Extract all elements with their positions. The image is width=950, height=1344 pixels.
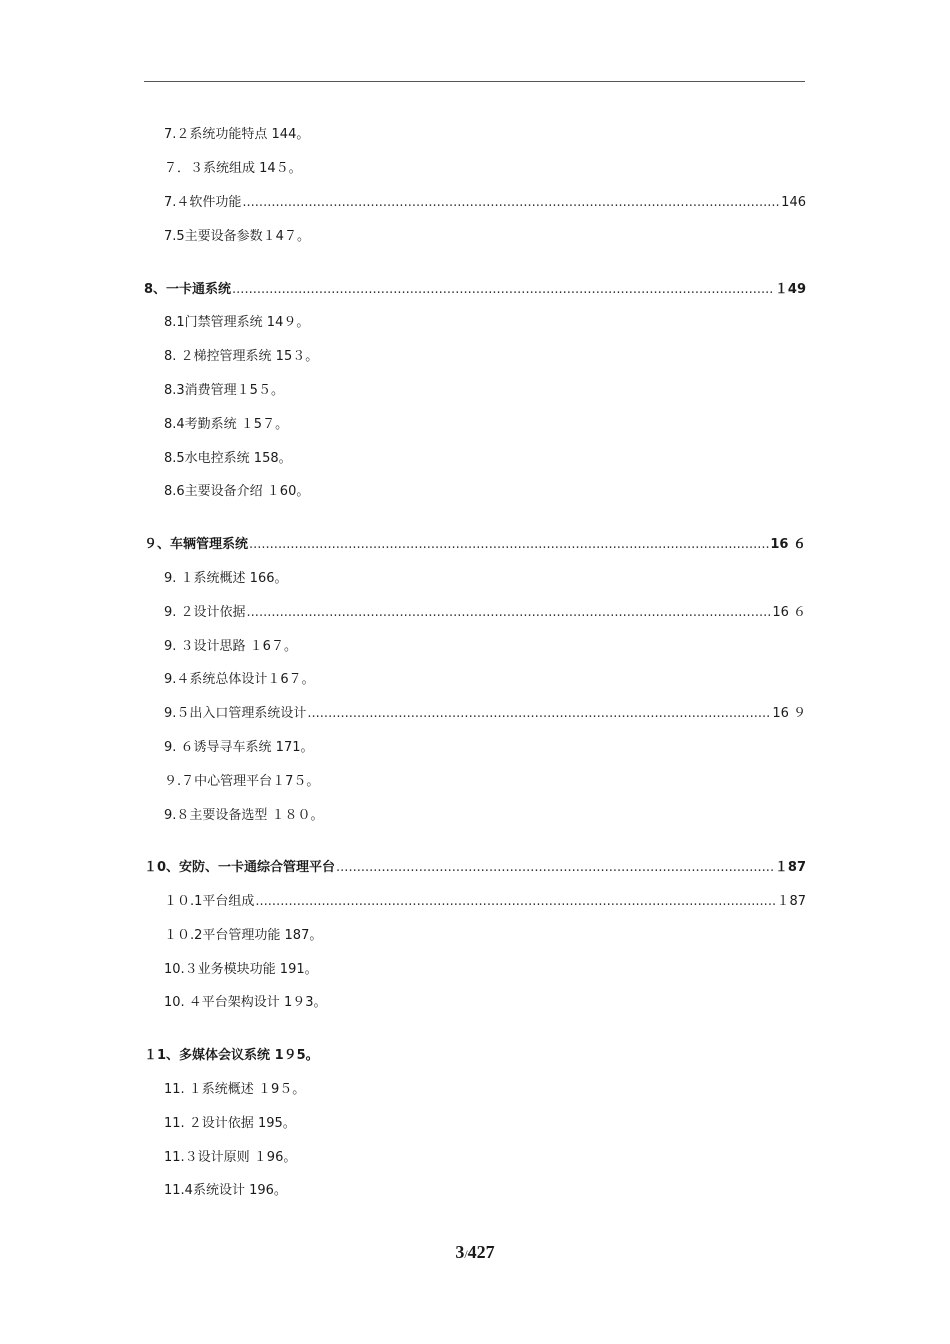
toc-entry[interactable] bbox=[164, 670, 315, 690]
toc-entry[interactable] bbox=[164, 603, 806, 623]
page-number-footer bbox=[0, 1242, 950, 1263]
toc-entry-title: 7.２系统功能特点 144。 bbox=[164, 127, 310, 142]
toc-entry[interactable] bbox=[164, 637, 297, 657]
dot-leader bbox=[232, 280, 774, 300]
toc-entry[interactable] bbox=[164, 892, 806, 912]
toc-entry-title: ９.７中心管理平台１7５。 bbox=[164, 774, 320, 789]
toc-entry-title: 8.6主要设备介绍 １60。 bbox=[164, 484, 310, 499]
toc-chapter[interactable] bbox=[144, 1046, 319, 1066]
toc-entry[interactable] bbox=[164, 569, 287, 589]
current-page: 3 bbox=[455, 1242, 465, 1262]
page-separator: / bbox=[464, 1247, 468, 1261]
toc-chapter-title: 8、一卡通系统 bbox=[144, 282, 232, 297]
toc-entry-title: 11.4系统设计 196。 bbox=[164, 1183, 287, 1198]
toc-entry-title: 11. １系统概述 １9５。 bbox=[164, 1082, 306, 1097]
toc-page-number: 16 ６ bbox=[770, 537, 806, 552]
toc-entry-title: １０.2平台管理功能 187。 bbox=[164, 928, 323, 943]
dot-leader bbox=[307, 704, 771, 724]
toc-chapter-title: ９、车辆管理系统 bbox=[144, 537, 249, 552]
toc-entry-title: 9.８主要设备选型 １８０。 bbox=[164, 808, 324, 823]
toc-entry[interactable] bbox=[164, 381, 284, 401]
toc-chapter[interactable] bbox=[144, 858, 806, 878]
toc-page-number: 16 ９ bbox=[772, 706, 806, 721]
toc-entry[interactable] bbox=[164, 313, 309, 333]
toc-entry-title: 8.4考勤系统 １5７。 bbox=[164, 417, 289, 432]
toc-entry-title: １０.1平台组成 bbox=[164, 894, 255, 909]
toc-entry[interactable] bbox=[164, 993, 326, 1013]
toc-entry[interactable] bbox=[164, 1080, 305, 1100]
toc-entry-title: 9.４系统总体设计１6７。 bbox=[164, 672, 315, 687]
toc-entry[interactable] bbox=[164, 415, 288, 435]
toc-entry-title: 7.４软件功能 bbox=[164, 195, 242, 210]
toc-entry-title: 8.1门禁管理系统 14９。 bbox=[164, 315, 310, 330]
toc-entry[interactable] bbox=[164, 926, 322, 946]
toc-page-number: 16 ６ bbox=[772, 605, 806, 620]
toc-entry[interactable] bbox=[164, 704, 806, 724]
dot-leader bbox=[249, 535, 769, 555]
toc-chapter-title: １0、安防、一卡通综合管理平台 bbox=[144, 860, 336, 875]
toc-entry-title: 8.3消费管理１5５。 bbox=[164, 383, 284, 398]
dot-leader bbox=[242, 193, 780, 213]
toc-entry[interactable] bbox=[164, 193, 806, 213]
toc-entry-title: 11. ２设计依据 195。 bbox=[164, 1116, 296, 1131]
toc-entry[interactable] bbox=[164, 960, 318, 980]
toc-entry-title: 11.３设计原则 １96。 bbox=[164, 1150, 297, 1165]
dot-leader bbox=[255, 892, 775, 912]
toc-entry[interactable] bbox=[164, 482, 309, 502]
toc-entry-title: 9. １系统概述 166。 bbox=[164, 571, 288, 586]
toc-page-number: 146 bbox=[781, 195, 806, 210]
toc-entry-title: 7.5主要设备参数１4７。 bbox=[164, 229, 310, 244]
toc-entry[interactable] bbox=[164, 1148, 296, 1168]
toc-entry-title: 8.5水电控系统 158。 bbox=[164, 451, 292, 466]
dot-leader bbox=[247, 603, 772, 623]
toc-entry[interactable] bbox=[164, 1181, 287, 1201]
dot-leader bbox=[336, 858, 774, 878]
toc-entry[interactable] bbox=[164, 227, 310, 247]
toc-entry-title: 10. ４平台架构设计 1９3。 bbox=[164, 995, 327, 1010]
toc-entry-title: 9. ２设计依据 bbox=[164, 605, 246, 620]
toc-entry[interactable] bbox=[164, 159, 302, 179]
toc-entry-title: 8. ２梯控管理系统 15３。 bbox=[164, 349, 319, 364]
toc-entry-title: 9.５出入口管理系统设计 bbox=[164, 706, 307, 721]
toc-entry[interactable] bbox=[164, 1114, 296, 1134]
toc-entry[interactable] bbox=[164, 738, 313, 758]
toc-entry[interactable] bbox=[164, 772, 319, 792]
toc-chapter[interactable] bbox=[144, 280, 806, 300]
toc-entry[interactable] bbox=[164, 125, 309, 145]
toc-entry-title: 9. ３设计思路 １6７。 bbox=[164, 639, 297, 654]
toc-page-number: １87 bbox=[776, 894, 806, 909]
toc-page-number: １49 bbox=[774, 282, 806, 297]
total-pages: 427 bbox=[467, 1242, 495, 1262]
toc-entry-title: 10.３业务模块功能 191。 bbox=[164, 962, 318, 977]
toc-entry[interactable] bbox=[164, 347, 318, 367]
toc-entry-title: ７．３系统组成 14５。 bbox=[164, 161, 302, 176]
toc-entry[interactable] bbox=[164, 449, 292, 469]
toc-entry-title: 9. ６诱导寻车系统 171。 bbox=[164, 740, 314, 755]
toc-page-number: １87 bbox=[774, 860, 806, 875]
toc-chapter-title: １1、多媒体会议系统 1９5。 bbox=[144, 1048, 319, 1063]
header-rule bbox=[144, 81, 805, 82]
toc-chapter[interactable] bbox=[144, 535, 806, 555]
toc-entry[interactable] bbox=[164, 806, 324, 826]
